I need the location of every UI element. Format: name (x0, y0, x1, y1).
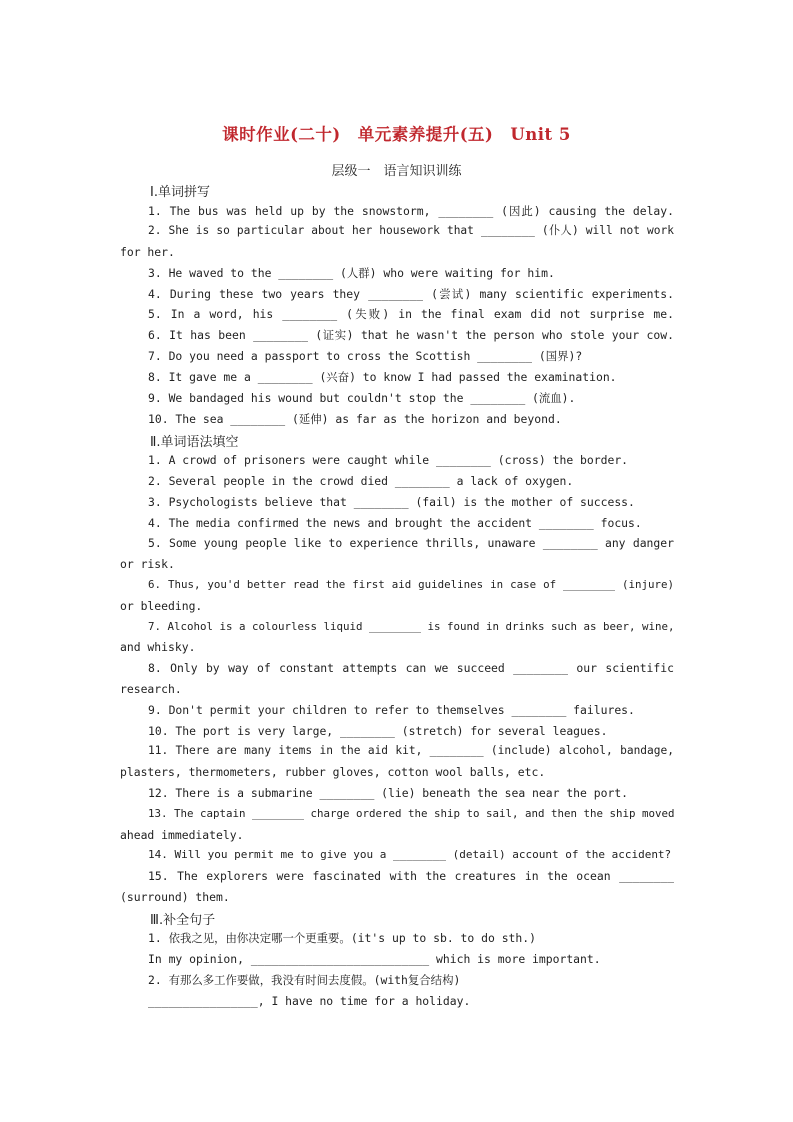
exercise-line: 8. Only by way of constant attempts can we succeed ________ our scientific (148, 661, 674, 675)
exercise-line: 2. 有那么多工作要做，我没有时间去度假。(with复合结构) (148, 973, 461, 987)
exercise-line: 3. He waved to the ________ (人群) who were waiting for him. (148, 266, 555, 280)
exercise-line: or risk. (120, 557, 175, 571)
section-heading-2: Ⅱ.单词语法填空 (150, 435, 239, 450)
exercise-line: or bleeding. (120, 599, 203, 613)
exercise-line: 13. The captain ________ charge ordered the ship to sail, and then the ship moved (148, 807, 675, 820)
exercise-line: 7. Do you need a passport to cross the Scottish ________ (国界)? (148, 349, 583, 363)
exercise-line: and whisky. (120, 640, 196, 654)
exercise-line: 2. Several people in the crowd died ________ a lack of oxygen. (148, 474, 574, 488)
exercise-line: 1. A crowd of prisoners were caught while ________ (cross) the border. (148, 453, 629, 467)
page-title: 课时作业(二十) 单元素养提升(五) Unit 5 (222, 125, 571, 144)
exercise-line: (surround) them. (120, 890, 230, 904)
exercise-line: 10. The port is very large, ________ (stretch) for several leagues. (148, 724, 608, 738)
exercise-line: 2. She is so particular about her housework that ________ (仆人) will not work (148, 224, 674, 237)
exercise-line: 1. The bus was held up by the snowstorm, ________ (因此) causing the delay. (148, 204, 674, 218)
exercise-line: 6. Thus, you'd better read the first aid guidelines in case of ________ (injure) (148, 578, 674, 591)
exercise-line: 11. There are many items in the aid kit, ________ (include) alcohol, bandage, (148, 744, 674, 757)
exercise-line: ahead immediately. (120, 828, 244, 842)
exercise-line: 12. There is a submarine ________ (lie) beneath the sea near the port. (148, 786, 629, 800)
exercise-line: plasters, thermometers, rubber gloves, cotton wool balls, etc. (120, 765, 546, 779)
exercise-line: 15. The explorers were fascinated with the creatures in the ocean ________ (148, 869, 674, 883)
exercise-line: 5. Some young people like to experience thrills, unaware ________ any danger (148, 536, 674, 550)
exercise-line: 14. Will you permit me to give you a ________ (detail) account of the accident? (148, 848, 672, 861)
exercise-line: 7. Alcohol is a colourless liquid ________ is found in drinks such as beer, wine, (148, 620, 675, 633)
exercise-line: 1. 依我之见，由你决定哪一个更重要。(it's up to sb. to do sth.) (148, 931, 536, 945)
exercise-line: 6. It has been ________ (证实) that he wasn't the person who stole your cow. (148, 328, 674, 342)
level-heading: 层级一 语言知识训练 (331, 164, 462, 179)
exercise-line: 9. Don't permit your children to refer to themselves ________ failures. (148, 703, 635, 717)
exercise-line: 8. It gave me a ________ (兴奋) to know I had passed the examination. (148, 370, 617, 384)
exercise-line: for her. (120, 245, 175, 259)
exercise-line: 9. We bandaged his wound but couldn't stop the ________ (流血). (148, 391, 576, 405)
exercise-line: 4. During these two years they ________ (尝试) many scientific experiments. (148, 287, 674, 301)
exercise-line: research. (120, 682, 182, 696)
exercise-line: ________________, I have no time for a holiday. (148, 994, 471, 1008)
section-heading-1: Ⅰ.单词拼写 (150, 185, 210, 200)
section-heading-3: Ⅲ.补全句子 (150, 913, 216, 928)
exercise-line: In my opinion, __________________________ which is more important. (148, 952, 601, 966)
exercise-line: 5. In a word, his ________ (失败) in the final exam did not surprise me. (148, 307, 674, 321)
exercise-line: 3. Psychologists believe that ________ (fail) is the mother of success. (148, 495, 635, 509)
exercise-line: 4. The media confirmed the news and brought the accident ________ focus. (148, 516, 642, 530)
exercise-line: 10. The sea ________ (延伸) as far as the horizon and beyond. (148, 412, 562, 426)
